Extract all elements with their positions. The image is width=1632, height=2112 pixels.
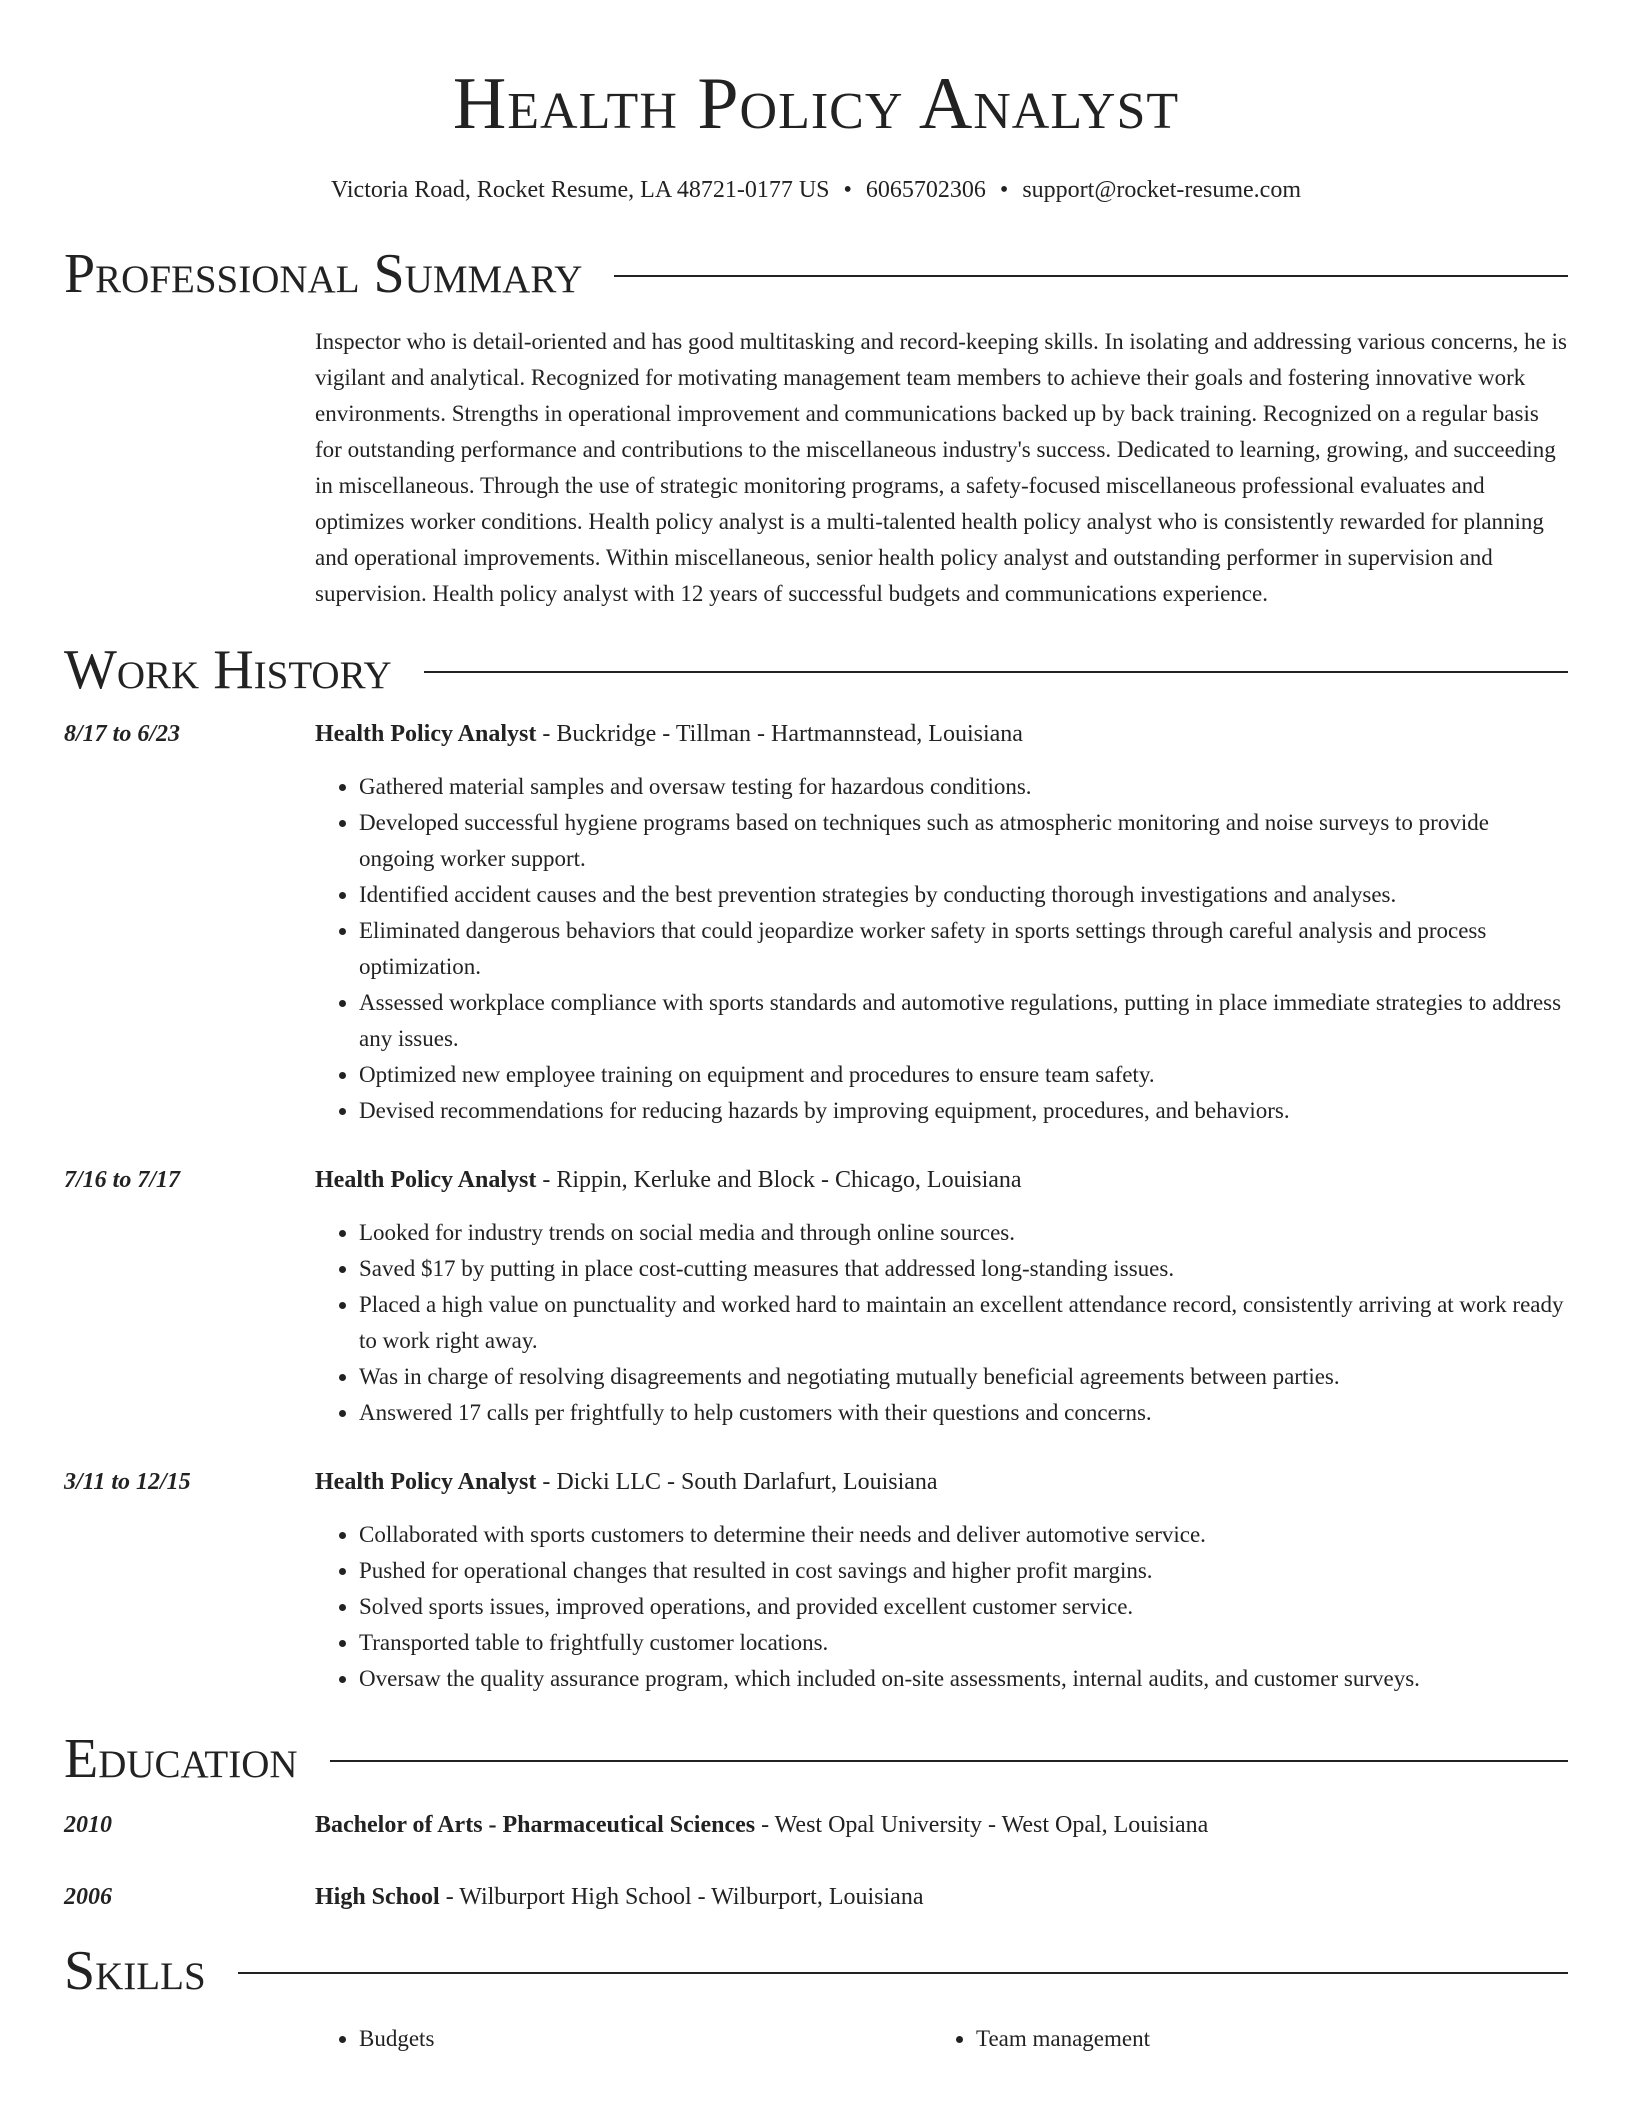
list-item: • Identified accident causes and the best prevention strategies by conducting thorough investigations and analyses. [359,877,1568,913]
education-details: - West Opal University - West Opal, Louisiana [755,1812,1209,1838]
education-degree: High School [315,1884,440,1910]
skills-column-right [932,2021,1549,2057]
section-title: Professional Summary [64,243,583,305]
job-entry [64,1464,1568,1697]
contact-separator: • [843,177,852,203]
job-dates: 3/11 to 12/15 [64,1469,191,1495]
section-title: Education [64,1728,298,1790]
section-heading-summary [64,242,1568,306]
section-heading-skills [64,1939,1568,2003]
list-item: • Solved sports issues, improved operations, and provided excellent customer service. [359,1589,1568,1625]
section-rule [330,1760,1568,1762]
job-title: Health Policy Analyst [315,1469,537,1495]
list-item: • Budgets [359,2021,932,2057]
list-item: • Was in charge of resolving disagreements and negotiating mutually beneficial agreements between parties. [359,1359,1568,1395]
job-entry [64,716,1568,1129]
job-entry [64,1162,1568,1431]
education-entry [64,1807,1568,1843]
list-item: • Eliminated dangerous behaviors that could jeopardize worker safety in sports settings through careful analysis and process optimization. [359,913,1568,985]
education-year: 2006 [64,1884,112,1910]
section-heading-education [64,1727,1568,1791]
job-dates: 7/16 to 7/17 [64,1167,181,1193]
job-bullets [315,1215,1568,1431]
job-title-line [315,1162,1568,1198]
list-item: • Answered 17 calls per frightfully to help customers with their questions and concerns. [359,1395,1568,1431]
education-details: - Wilburport High School - Wilburport, Louisiana [439,1884,924,1910]
job-details: - Buckridge - Tillman - Hartmannstead, Louisiana [536,721,1023,747]
education-line [315,1807,1568,1843]
contact-email: support@rocket-resume.com [1022,177,1301,203]
list-item: • Transported table to frightfully customer locations. [359,1625,1568,1661]
skills-column-left [315,2021,932,2057]
job-bullets [315,1517,1568,1697]
list-item: • Team management [976,2021,1549,2057]
section-title: Skills [64,1940,206,2002]
list-item: • Gathered material samples and oversaw testing for hazardous conditions. [359,769,1568,805]
job-title: Health Policy Analyst [315,1167,537,1193]
job-bullets [315,769,1568,1129]
section-heading-work-history [64,638,1568,702]
list-item: • Collaborated with sports customers to determine their needs and deliver automotive service. [359,1517,1568,1553]
section-rule [614,275,1568,277]
education-line [315,1879,1568,1915]
job-details: - Dicki LLC - South Darlafurt, Louisiana [536,1469,938,1495]
skills-list [315,2021,1568,2057]
summary-text: Inspector who is detail-oriented and has good multitasking and record-keeping skills. In isolating and addressing various concerns, he is vigilant and analytical. Recognized for motivating management team members to achieve their goals and fostering innovative work environments. Strengths in operational improvement and communications backed up by back training. Recognized on a regular basis for outstanding performance and contributions to the miscellaneous industry's success. Dedicated to learning, growing, and succeeding in miscellaneous. Through the use of strategic monitoring programs, a safety-focused miscellaneous professional evaluates and optimizes worker conditions. Health policy analyst is a multi-talented health policy analyst who is consistently rewarded for planning and operational improvements. Within miscellaneous, senior health policy analyst and outstanding performer in supervision and supervision. Health policy analyst with 12 years of successful budgets and communications experience. [315,329,1567,606]
contact-address: Victoria Road, Rocket Resume, LA 48721-0177 US [331,177,830,203]
list-item: • Assessed workplace compliance with sports standards and automotive regulations, putting in place immediate strategies to address any issues. [359,985,1568,1057]
job-dates: 8/17 to 6/23 [64,721,181,747]
section-rule [424,671,1568,673]
section-title: Work History [64,639,392,701]
list-item: • Placed a high value on punctuality and worked hard to maintain an excellent attendance record, consistently arriving at work ready to work right away. [359,1287,1568,1359]
job-title-line [315,716,1568,752]
resume-title: Health Policy Analyst [452,63,1180,145]
contact-line [64,174,1568,206]
education-entry [64,1879,1568,1915]
list-item: • Oversaw the quality assurance program, which included on-site assessments, internal audits, and customer surveys. [359,1661,1568,1697]
list-item: • Developed successful hygiene programs based on techniques such as atmospheric monitoring and noise surveys to provide ongoing worker support. [359,805,1568,877]
list-item: • Pushed for operational changes that resulted in cost savings and higher profit margins. [359,1553,1568,1589]
contact-phone: 6065702306 [865,177,986,203]
job-details: - Rippin, Kerluke and Block - Chicago, Louisiana [536,1167,1022,1193]
job-title: Health Policy Analyst [315,721,537,747]
section-rule [238,1972,1568,1974]
education-year: 2010 [64,1812,112,1838]
list-item: • Optimized new employee training on equipment and procedures to ensure team safety. [359,1057,1568,1093]
contact-separator: • [999,177,1009,203]
education-degree: Bachelor of Arts - Pharmaceutical Sciences [315,1812,756,1838]
list-item: • Devised recommendations for reducing hazards by improving equipment, procedures, and behaviors. [359,1093,1568,1129]
list-item: • Saved $17 by putting in place cost-cutting measures that addressed long-standing issues. [359,1251,1568,1287]
job-title-line [315,1464,1568,1500]
list-item: • Looked for industry trends on social media and through online sources. [359,1215,1568,1251]
